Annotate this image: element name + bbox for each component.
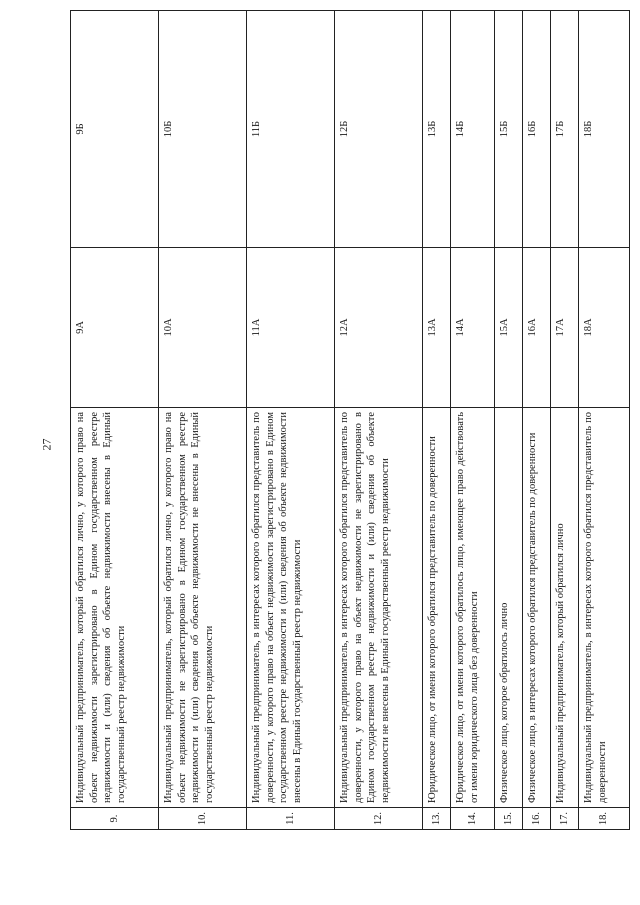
code-a-cell: 11А	[247, 248, 335, 408]
table-row	[335, 11, 423, 830]
code-b-cell: 13Б	[423, 11, 451, 248]
table-row	[423, 11, 451, 830]
code-a-cell: 17А	[551, 248, 579, 408]
row-description: Индивидуальный предприниматель, в интересах которого обратился представитель по доверенности, у которого право на объект недвижимости зарегистрировано в Едином государственном реестре недвижимости и (или) сведения об объекте недвижимости внесены в Единый государственный реестр недвижимости	[247, 408, 335, 808]
table-row	[523, 11, 551, 830]
table-row	[451, 11, 495, 830]
code-b-cell: 15Б	[495, 11, 523, 248]
row-description: Индивидуальный предприниматель, который обратился лично, у которого право на объект недвижимости зарегистрировано в Едином государственном реестре недвижимости и (или) сведения об объекте недвижимости внесены в Единый государственный реестр недвижимости	[71, 408, 159, 808]
row-description: Индивидуальный предприниматель, в интересах которого обратился представитель по доверенности	[579, 408, 630, 808]
code-a-cell: 10А	[159, 248, 247, 408]
code-a-cell: 12А	[335, 248, 423, 408]
table-row	[71, 11, 159, 830]
row-description: Индивидуальный предприниматель, который обратился лично	[551, 408, 579, 808]
applicant-category-table	[70, 10, 630, 830]
row-number: 9.	[71, 808, 159, 830]
code-b-cell: 14Б	[451, 11, 495, 248]
row-number: 18.	[579, 808, 630, 830]
row-number: 16.	[523, 808, 551, 830]
row-description: Индивидуальный предприниматель, в интересах которого обратился представитель по доверенности, у которого право на объект недвижимости не зарегистрировано в Едином государственном реестре недвижимости и (или) сведения об объекте недвижимости не внесены в Единый государственный реестр недвижимости	[335, 408, 423, 808]
table-row	[495, 11, 523, 830]
code-b-cell: 18Б	[579, 11, 630, 248]
code-a-cell: 18А	[579, 248, 630, 408]
code-a-cell: 13А	[423, 248, 451, 408]
row-number: 11.	[247, 808, 335, 830]
table-row	[551, 11, 579, 830]
page-number: 27	[39, 438, 54, 451]
table-row	[579, 11, 630, 830]
row-number: 12.	[335, 808, 423, 830]
code-b-cell: 10Б	[159, 11, 247, 248]
row-number: 13.	[423, 808, 451, 830]
code-a-cell: 9А	[71, 248, 159, 408]
row-number: 14.	[451, 808, 495, 830]
row-description: Юридическое лицо, от имени которого обратился представитель по доверенности	[423, 408, 451, 808]
code-b-cell: 9Б	[71, 11, 159, 248]
row-description: Физическое лицо, которое обратилось лично	[495, 408, 523, 808]
row-description: Индивидуальный предприниматель, который обратился лично, у которого право на объект недвижимости не зарегистрировано в Едином государственном реестре недвижимости и (или) сведения об объекте недвижимости не внесены в Единый государственный реестр недвижимости	[159, 408, 247, 808]
code-a-cell: 14А	[451, 248, 495, 408]
row-description: Физическое лицо, в интересах которого обратился представитель по доверенности	[523, 408, 551, 808]
code-b-cell: 11Б	[247, 11, 335, 248]
row-number: 15.	[495, 808, 523, 830]
row-description: Юридическое лицо, от имени которого обратилось лицо, имеющее право действовать от имени юридического лица без доверенности	[451, 408, 495, 808]
code-b-cell: 12Б	[335, 11, 423, 248]
code-a-cell: 16А	[523, 248, 551, 408]
table-row	[247, 11, 335, 830]
code-b-cell: 16Б	[523, 11, 551, 248]
row-number: 17.	[551, 808, 579, 830]
table-row	[159, 11, 247, 830]
code-b-cell: 17Б	[551, 11, 579, 248]
row-number: 10.	[159, 808, 247, 830]
code-a-cell: 15А	[495, 248, 523, 408]
